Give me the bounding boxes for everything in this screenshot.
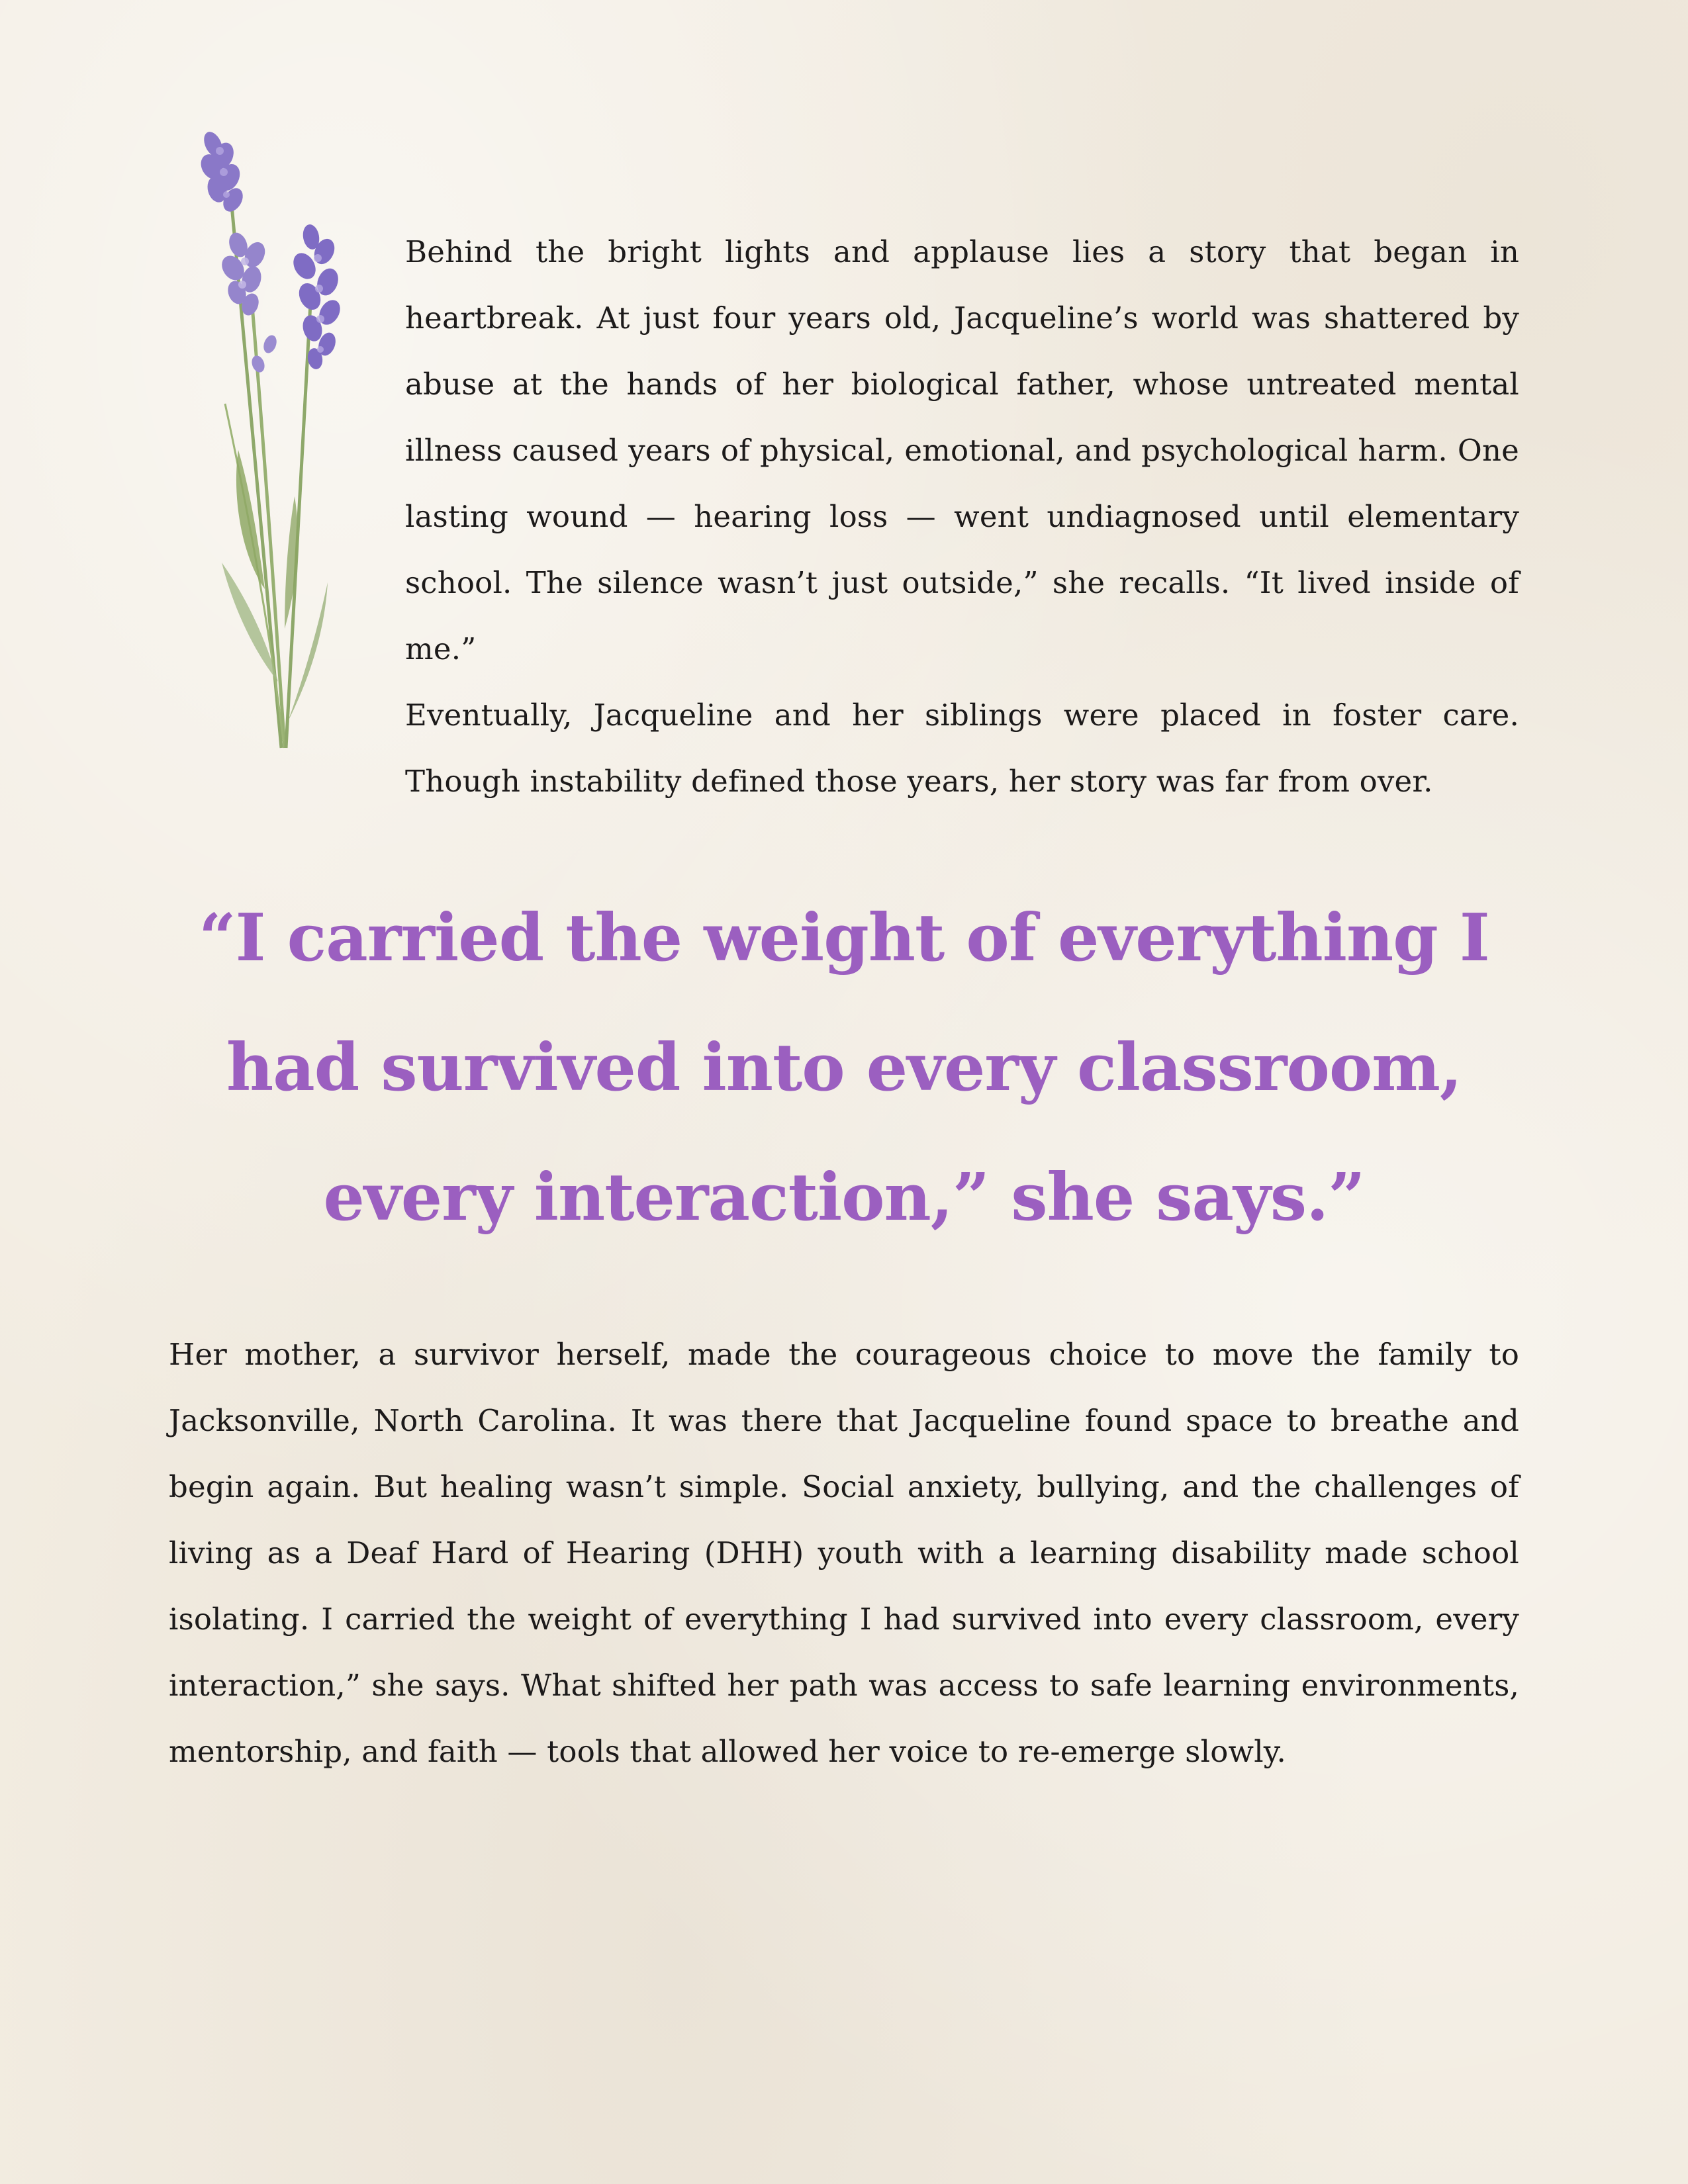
intro-paragraph-1: Behind the bright lights and applause lies a story that began in heartbreak. At just four years old, Jacqueline’s world was shattered by abuse at the hands of her biological father, whose untreated mental illness caused years of physical, emotional, and psychological harm. One lasting wound — hearing loss — went undiagnosed until elementary school. The silence wasn’t just outside,” she recalls. “It lived inside of me.” bbox=[405, 234, 1519, 666]
intro-paragraph-2: Eventually, Jacqueline and her siblings were placed in foster care. Though instability defined those years, her story was far from over. bbox=[405, 698, 1519, 799]
lavender-sprig-icon bbox=[185, 126, 384, 761]
intro-text bbox=[405, 219, 1519, 815]
pull-quote: “I carried the weight of everything I had survived into every classroom, every interaction,” she says.” bbox=[199, 900, 1489, 1236]
section-2-paragraph-1: Her mother, a survivor herself, made the courageous choice to move the family to Jacksonville, North Carolina. It was there that Jacqueline found space to breathe and begin again. But healing wasn’t simple. Social anxiety, bullying, and the challenges of living as a Deaf Hard of Hearing (DHH) youth with a learning disability made school isolating. I carried the weight of everything I had survived into every classroom, every interaction,” she says. What shifted her path was access to safe learning environments, mentorship, and faith — tools that allowed her voice to re-emerge slowly. bbox=[169, 1337, 1519, 1769]
section-2-text bbox=[169, 1322, 1519, 1785]
